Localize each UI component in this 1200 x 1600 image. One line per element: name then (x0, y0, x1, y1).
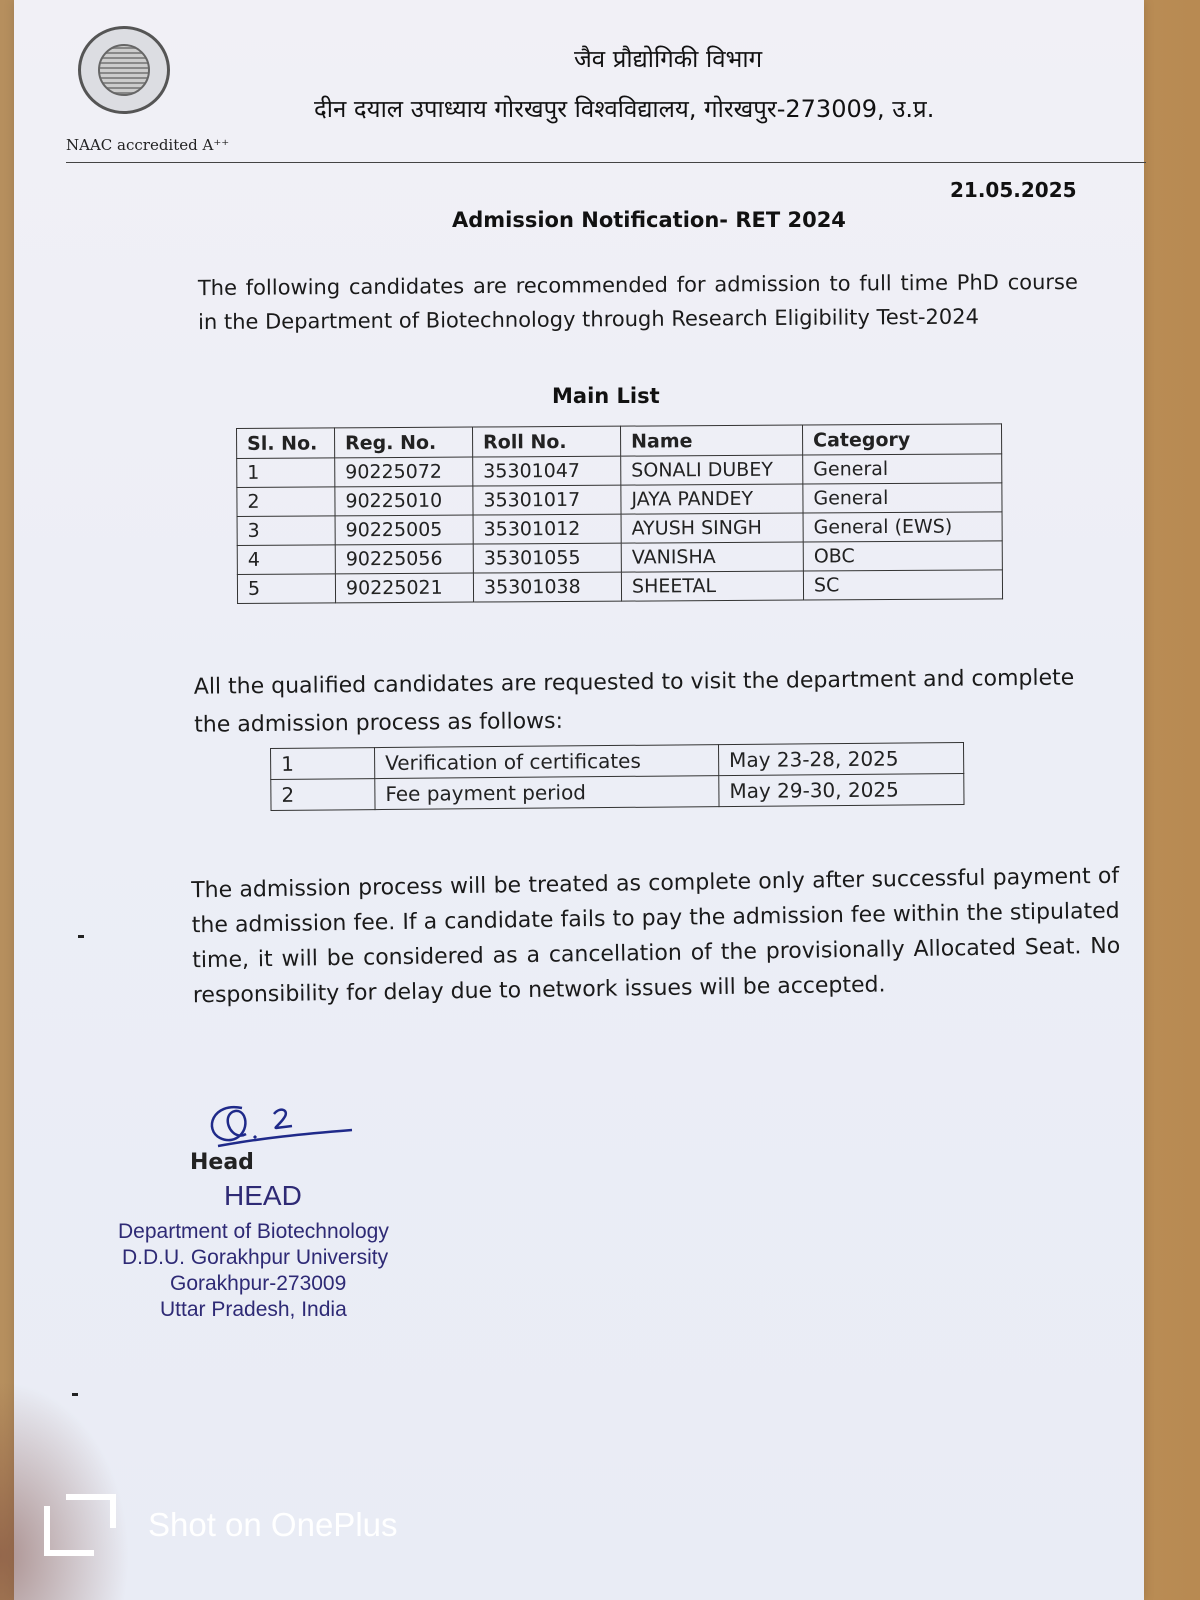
table-cell: 35301055 (473, 543, 621, 573)
stamp-line: D.D.U. Gorakhpur University (122, 1246, 389, 1269)
table-cell: 35301038 (473, 572, 621, 602)
table-cell: 1 (271, 748, 375, 780)
table-cell: Verification of certificates (375, 745, 719, 779)
table-cell: VANISHA (621, 542, 803, 572)
table-cell: 90225010 (335, 486, 473, 516)
oneplus-logo-icon (44, 1494, 116, 1556)
table-cell: 5 (237, 574, 335, 604)
table-cell: AYUSH SINGH (621, 513, 803, 543)
watermark-text: Shot on OnePlus (148, 1506, 398, 1543)
table-cell: JAYA PANDEY (621, 484, 803, 514)
camera-watermark (44, 1494, 398, 1556)
table-cell: 2 (271, 779, 375, 811)
table-cell: 35301012 (473, 514, 621, 544)
closing-paragraph: The admission process will be treated as complete only after successful payment of the admission fee. If a candidate fails to pay the admission fee within the stipulated time, it will be considered as a cancellation of the provisionally Allocated Seat. No responsibility for delay due to network issues will be accepted. (191, 863, 1121, 1009)
main-list-table (236, 423, 1003, 604)
table-cell: May 23-28, 2025 (718, 742, 963, 775)
table-cell: Fee payment period (375, 776, 719, 810)
table-cell: May 29-30, 2025 (719, 773, 964, 806)
column-header: Name (620, 425, 802, 456)
department-name-hindi: जैव प्रौद्योगिकी विभाग (574, 45, 763, 73)
notice-title: Admission Notification- RET 2024 (452, 208, 846, 232)
table-row (237, 454, 1002, 488)
table-cell: 35301047 (473, 456, 621, 486)
stamp-line: Department of Biotechnology (118, 1220, 389, 1243)
column-header: Category (802, 424, 1001, 455)
table-row (237, 570, 1002, 604)
table-row (237, 541, 1002, 575)
notice-date: 21.05.2025 (950, 178, 1077, 202)
column-header: Sl. No. (237, 428, 335, 459)
table-cell: 4 (237, 545, 335, 575)
table-cell: 90225021 (335, 573, 473, 603)
university-seal-icon (78, 26, 170, 114)
table-cell: 3 (237, 516, 335, 546)
table-cell: General (803, 483, 1002, 513)
header-divider (66, 162, 1146, 163)
table-cell: 90225005 (335, 515, 473, 545)
table-cell: 1 (237, 458, 335, 488)
admission-process-table (270, 742, 965, 811)
table-cell: General (803, 454, 1002, 484)
table-cell: 35301017 (473, 485, 621, 515)
finger-shadow (0, 1380, 130, 1600)
table-row (237, 483, 1002, 517)
table-cell: OBC (803, 541, 1002, 571)
main-list-heading: Main List (552, 384, 660, 408)
table-header-row (237, 424, 1002, 459)
naac-accreditation: NAAC accredited A⁺⁺ (66, 136, 230, 154)
signatory-label: Head (190, 1150, 254, 1175)
column-header: Reg. No. (335, 427, 473, 458)
process-intro-paragraph: All the qualified candidates are requested to visit the department and complete the admission process as follows: (193, 665, 1075, 738)
university-name-hindi: दीन दयाल उपाध्याय गोरखपुर विश्वविद्यालय, गोरखपुर-273009, उ.प्र. (314, 95, 935, 123)
table-cell: 90225056 (335, 544, 473, 574)
stamp-title: HEAD (224, 1180, 302, 1211)
stamp-line: Uttar Pradesh, India (160, 1298, 347, 1321)
table-row (271, 773, 964, 810)
intro-paragraph: The following candidates are recommended for admission to full time PhD course in the Department of Biotechnology through Research Eligibility Test-2024 (197, 269, 1078, 335)
column-header: Roll No. (472, 426, 620, 457)
table-cell: SONALI DUBEY (621, 455, 803, 485)
table-cell: 2 (237, 487, 335, 517)
table-cell: SC (803, 570, 1002, 600)
paper-sheet (14, 0, 1144, 1600)
table-cell: SHEETAL (621, 571, 803, 601)
margin-mark (78, 935, 84, 938)
stamp-line: Gorakhpur-273009 (170, 1272, 347, 1295)
table-cell: 90225072 (335, 457, 473, 487)
table-row (237, 512, 1002, 546)
table-cell: General (EWS) (803, 512, 1002, 542)
